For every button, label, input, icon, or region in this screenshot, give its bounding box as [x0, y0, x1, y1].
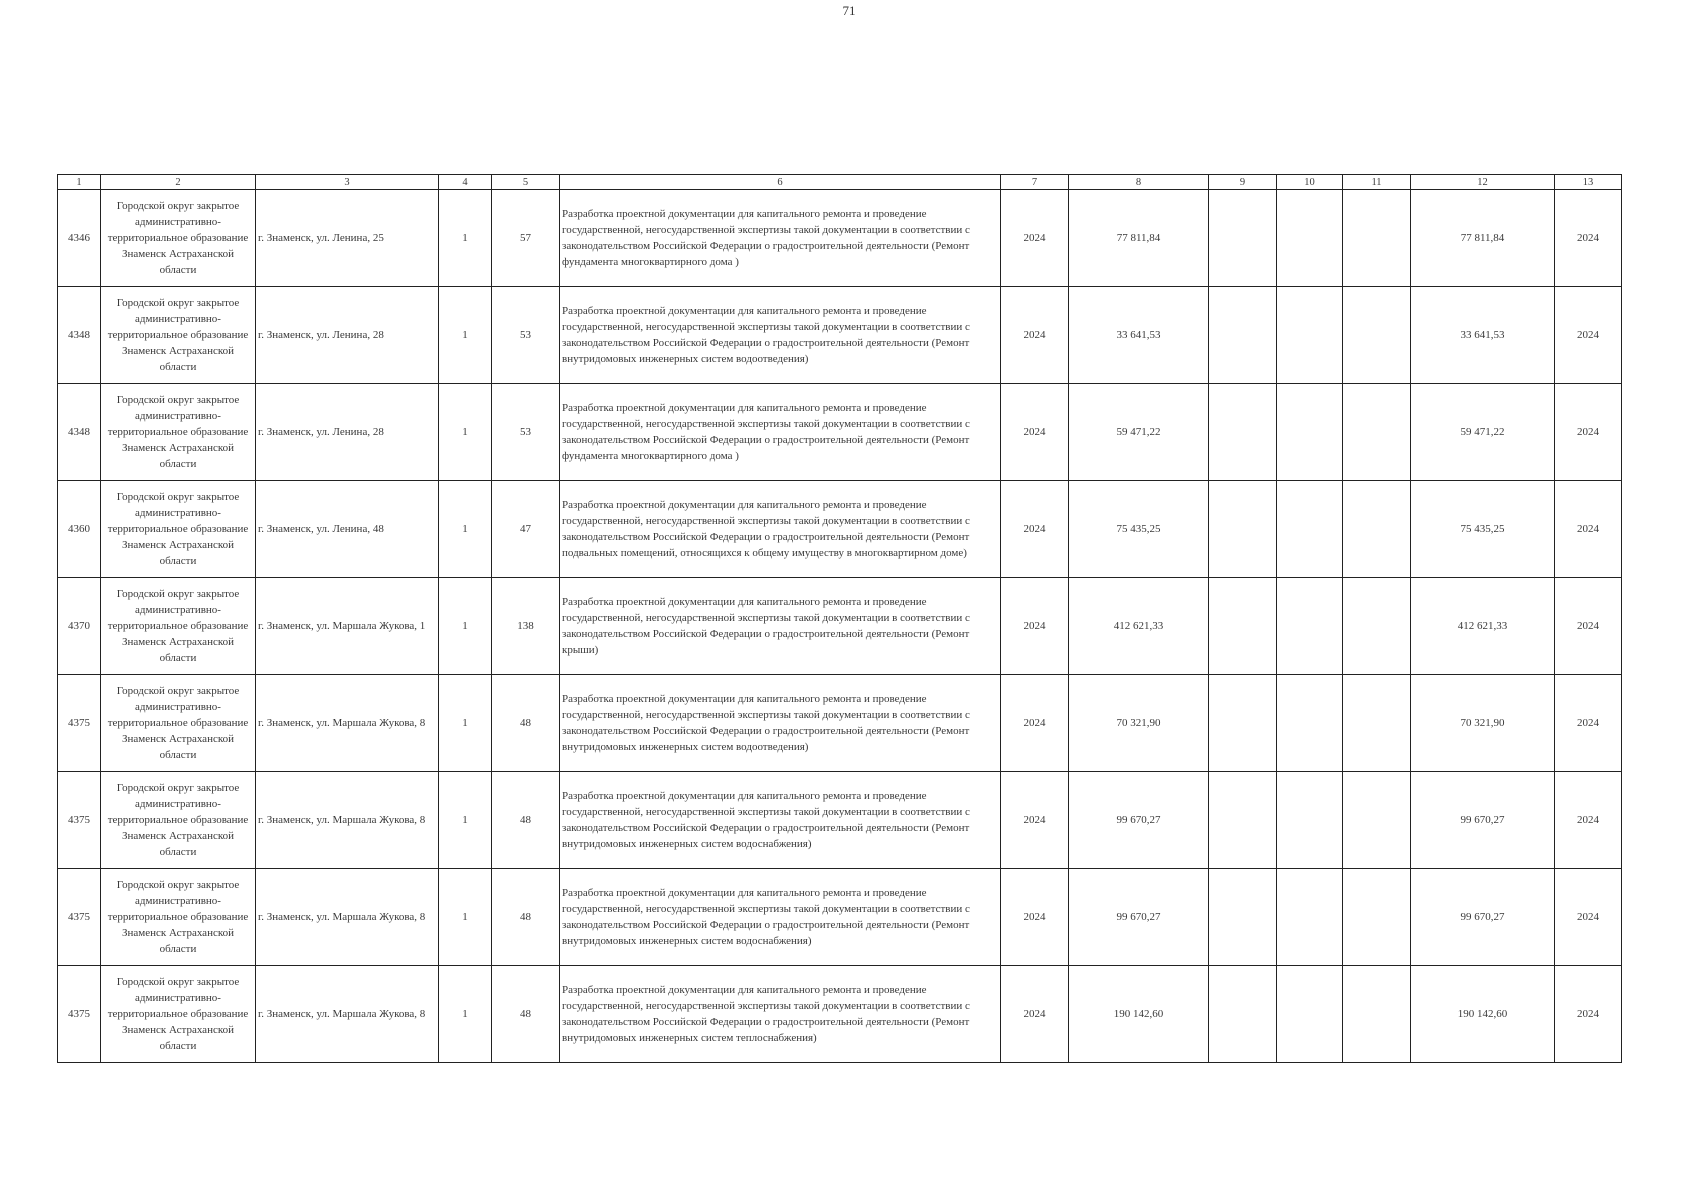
- table-row: [58, 578, 1622, 675]
- year-cell: 2024: [1001, 578, 1069, 675]
- address-cell: г. Знаменск, ул. Маршала Жукова, 8: [256, 772, 439, 869]
- completion-year-cell: 2024: [1555, 966, 1622, 1063]
- completion-year-cell: 2024: [1555, 481, 1622, 578]
- apartments-cell: 53: [492, 384, 560, 481]
- cost-cell: 77 811,84: [1069, 190, 1209, 287]
- table-row: [58, 966, 1622, 1063]
- col10-cell: [1277, 578, 1343, 675]
- col10-cell: [1277, 287, 1343, 384]
- apartments-cell: 48: [492, 869, 560, 966]
- municipality-cell: Городской округ закрытое административно-территориальное образование Знаменск Астраханской области: [101, 190, 256, 287]
- apartments-cell: 47: [492, 481, 560, 578]
- work-description-cell: Разработка проектной документации для капитального ремонта и проведение государственной, негосударственной экспертизы такой документации в соответствии с законодательством Российской Федерации о градостроительной деятельности (Ремонт фундамента многоквартирного дома ): [560, 190, 1001, 287]
- apartments-cell: 53: [492, 287, 560, 384]
- work-description-cell: Разработка проектной документации для капитального ремонта и проведение государственной, негосударственной экспертизы такой документации в соответствии с законодательством Российской Федерации о градостроительной деятельности (Ремонт фундамента многоквартирного дома ): [560, 384, 1001, 481]
- apartments-cell: 48: [492, 966, 560, 1063]
- funding-cell: 99 670,27: [1411, 869, 1555, 966]
- municipality-cell: Городской округ закрытое административно-территориальное образование Знаменск Астраханской области: [101, 481, 256, 578]
- year-cell: 2024: [1001, 675, 1069, 772]
- address-cell: г. Знаменск, ул. Ленина, 28: [256, 287, 439, 384]
- work-description-cell: Разработка проектной документации для капитального ремонта и проведение государственной, негосударственной экспертизы такой документации в соответствии с законодательством Российской Федерации о градостроительной деятельности (Ремонт внутридомовых инженерных систем водоснабжения): [560, 869, 1001, 966]
- col11-cell: [1343, 869, 1411, 966]
- work-description-cell: Разработка проектной документации для капитального ремонта и проведение государственной, негосударственной экспертизы такой документации в соответствии с законодательством Российской Федерации о градостроительной деятельности (Ремонт внутридомовых инженерных систем теплоснабжения): [560, 966, 1001, 1063]
- apartments-cell: 48: [492, 772, 560, 869]
- col11-cell: [1343, 966, 1411, 1063]
- address-cell: г. Знаменск, ул. Маршала Жукова, 8: [256, 966, 439, 1063]
- column-number: 1: [58, 175, 101, 190]
- col9-cell: [1209, 287, 1277, 384]
- funding-cell: 75 435,25: [1411, 481, 1555, 578]
- record-id-cell: 4348: [58, 287, 101, 384]
- col11-cell: [1343, 190, 1411, 287]
- municipality-cell: Городской округ закрытое административно-территориальное образование Знаменск Астраханской области: [101, 869, 256, 966]
- address-cell: г. Знаменск, ул. Маршала Жукова, 8: [256, 675, 439, 772]
- work-description-cell: Разработка проектной документации для капитального ремонта и проведение государственной, негосударственной экспертизы такой документации в соответствии с законодательством Российской Федерации о градостроительной деятельности (Ремонт внутридомовых инженерных систем водоотведения): [560, 675, 1001, 772]
- count-cell: 1: [439, 675, 492, 772]
- count-cell: 1: [439, 481, 492, 578]
- table-row: [58, 287, 1622, 384]
- municipality-cell: Городской округ закрытое административно-территориальное образование Знаменск Астраханской области: [101, 966, 256, 1063]
- column-number: 8: [1069, 175, 1209, 190]
- capital-repair-table: [57, 174, 1622, 1063]
- col9-cell: [1209, 966, 1277, 1063]
- year-cell: 2024: [1001, 384, 1069, 481]
- col11-cell: [1343, 481, 1411, 578]
- col9-cell: [1209, 772, 1277, 869]
- address-cell: г. Знаменск, ул. Ленина, 28: [256, 384, 439, 481]
- apartments-cell: 48: [492, 675, 560, 772]
- table-row: [58, 384, 1622, 481]
- table-row: [58, 869, 1622, 966]
- year-cell: 2024: [1001, 772, 1069, 869]
- address-cell: г. Знаменск, ул. Маршала Жукова, 1: [256, 578, 439, 675]
- record-id-cell: 4375: [58, 675, 101, 772]
- record-id-cell: 4375: [58, 966, 101, 1063]
- col9-cell: [1209, 578, 1277, 675]
- record-id-cell: 4370: [58, 578, 101, 675]
- col11-cell: [1343, 287, 1411, 384]
- municipality-cell: Городской округ закрытое административно-территориальное образование Знаменск Астраханской области: [101, 675, 256, 772]
- year-cell: 2024: [1001, 481, 1069, 578]
- work-description-cell: Разработка проектной документации для капитального ремонта и проведение государственной, негосударственной экспертизы такой документации в соответствии с законодательством Российской Федерации о градостроительной деятельности (Ремонт внутридомовых инженерных систем водоотведения): [560, 287, 1001, 384]
- table-row: [58, 190, 1622, 287]
- col9-cell: [1209, 675, 1277, 772]
- col10-cell: [1277, 481, 1343, 578]
- work-description-cell: Разработка проектной документации для капитального ремонта и проведение государственной, негосударственной экспертизы такой документации в соответствии с законодательством Российской Федерации о градостроительной деятельности (Ремонт крыши): [560, 578, 1001, 675]
- col11-cell: [1343, 675, 1411, 772]
- address-cell: г. Знаменск, ул. Ленина, 48: [256, 481, 439, 578]
- year-cell: 2024: [1001, 869, 1069, 966]
- year-cell: 2024: [1001, 966, 1069, 1063]
- funding-cell: 190 142,60: [1411, 966, 1555, 1063]
- cost-cell: 59 471,22: [1069, 384, 1209, 481]
- funding-cell: 99 670,27: [1411, 772, 1555, 869]
- count-cell: 1: [439, 966, 492, 1063]
- col10-cell: [1277, 384, 1343, 481]
- completion-year-cell: 2024: [1555, 578, 1622, 675]
- column-number: 13: [1555, 175, 1622, 190]
- count-cell: 1: [439, 384, 492, 481]
- column-number: 6: [560, 175, 1001, 190]
- cost-cell: 70 321,90: [1069, 675, 1209, 772]
- year-cell: 2024: [1001, 287, 1069, 384]
- count-cell: 1: [439, 578, 492, 675]
- address-cell: г. Знаменск, ул. Маршала Жукова, 8: [256, 869, 439, 966]
- col10-cell: [1277, 675, 1343, 772]
- municipality-cell: Городской округ закрытое административно-территориальное образование Знаменск Астраханской области: [101, 384, 256, 481]
- municipality-cell: Городской округ закрытое административно-территориальное образование Знаменск Астраханской области: [101, 578, 256, 675]
- col9-cell: [1209, 481, 1277, 578]
- funding-cell: 33 641,53: [1411, 287, 1555, 384]
- column-number: 3: [256, 175, 439, 190]
- count-cell: 1: [439, 287, 492, 384]
- completion-year-cell: 2024: [1555, 190, 1622, 287]
- funding-cell: 412 621,33: [1411, 578, 1555, 675]
- col11-cell: [1343, 578, 1411, 675]
- col11-cell: [1343, 772, 1411, 869]
- cost-cell: 99 670,27: [1069, 772, 1209, 869]
- record-id-cell: 4348: [58, 384, 101, 481]
- funding-cell: 70 321,90: [1411, 675, 1555, 772]
- count-cell: 1: [439, 190, 492, 287]
- apartments-cell: 138: [492, 578, 560, 675]
- column-number: 10: [1277, 175, 1343, 190]
- column-number: 9: [1209, 175, 1277, 190]
- col10-cell: [1277, 772, 1343, 869]
- column-number: 5: [492, 175, 560, 190]
- record-id-cell: 4375: [58, 869, 101, 966]
- column-number-row: [58, 175, 1622, 190]
- column-number: 11: [1343, 175, 1411, 190]
- cost-cell: 75 435,25: [1069, 481, 1209, 578]
- column-number: 12: [1411, 175, 1555, 190]
- page-number: 71: [842, 3, 856, 18]
- col9-cell: [1209, 384, 1277, 481]
- col10-cell: [1277, 966, 1343, 1063]
- cost-cell: 190 142,60: [1069, 966, 1209, 1063]
- completion-year-cell: 2024: [1555, 675, 1622, 772]
- completion-year-cell: 2024: [1555, 869, 1622, 966]
- municipality-cell: Городской округ закрытое административно-территориальное образование Знаменск Астраханской области: [101, 287, 256, 384]
- municipality-cell: Городской округ закрытое административно-территориальное образование Знаменск Астраханской области: [101, 772, 256, 869]
- count-cell: 1: [439, 772, 492, 869]
- cost-cell: 99 670,27: [1069, 869, 1209, 966]
- col9-cell: [1209, 869, 1277, 966]
- record-id-cell: 4360: [58, 481, 101, 578]
- cost-cell: 412 621,33: [1069, 578, 1209, 675]
- work-description-cell: Разработка проектной документации для капитального ремонта и проведение государственной, негосударственной экспертизы такой документации в соответствии с законодательством Российской Федерации о градостроительной деятельности (Ремонт внутридомовых инженерных систем водоснабжения): [560, 772, 1001, 869]
- completion-year-cell: 2024: [1555, 384, 1622, 481]
- work-description-cell: Разработка проектной документации для капитального ремонта и проведение государственной, негосударственной экспертизы такой документации в соответствии с законодательством Российской Федерации о градостроительной деятельности (Ремонт подвальных помещений, относящихся к общему имуществу в многоквартирном доме): [560, 481, 1001, 578]
- col9-cell: [1209, 190, 1277, 287]
- count-cell: 1: [439, 869, 492, 966]
- apartments-cell: 57: [492, 190, 560, 287]
- column-number: 7: [1001, 175, 1069, 190]
- funding-cell: 59 471,22: [1411, 384, 1555, 481]
- col11-cell: [1343, 384, 1411, 481]
- completion-year-cell: 2024: [1555, 772, 1622, 869]
- column-number: 2: [101, 175, 256, 190]
- table-row: [58, 675, 1622, 772]
- funding-cell: 77 811,84: [1411, 190, 1555, 287]
- record-id-cell: 4375: [58, 772, 101, 869]
- cost-cell: 33 641,53: [1069, 287, 1209, 384]
- table-row: [58, 772, 1622, 869]
- record-id-cell: 4346: [58, 190, 101, 287]
- col10-cell: [1277, 869, 1343, 966]
- col10-cell: [1277, 190, 1343, 287]
- table-row: [58, 481, 1622, 578]
- year-cell: 2024: [1001, 190, 1069, 287]
- completion-year-cell: 2024: [1555, 287, 1622, 384]
- column-number: 4: [439, 175, 492, 190]
- address-cell: г. Знаменск, ул. Ленина, 25: [256, 190, 439, 287]
